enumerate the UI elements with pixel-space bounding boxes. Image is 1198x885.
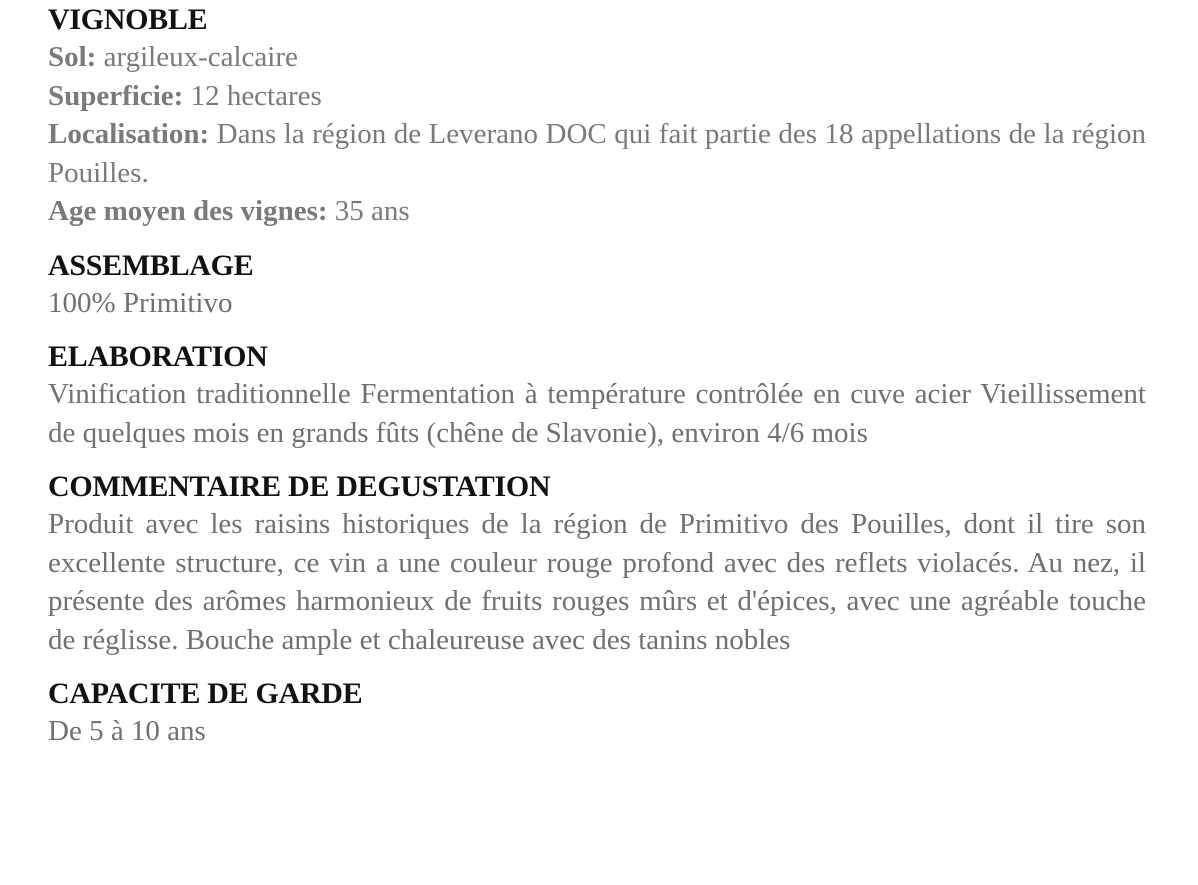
vignoble-section: [48, 2, 1146, 231]
sol-label: Sol:: [48, 41, 97, 73]
age-value: 35 ans: [334, 195, 410, 227]
assemblage-heading: ASSEMBLAGE: [48, 248, 254, 282]
assemblage-text: 100% Primitivo: [48, 286, 233, 319]
superficie-field: [48, 77, 1146, 116]
degustation-section: [48, 469, 1146, 659]
age-field: [48, 192, 1146, 231]
degustation-heading: COMMENTAIRE DE DEGUSTATION: [48, 470, 551, 503]
sol-value: argileux-calcaire: [103, 41, 298, 73]
superficie-value: 12 hectares: [190, 79, 322, 112]
age-label: Age moyen des vignes:: [48, 195, 328, 227]
localisation-value: Dans la région de Leverano DOC qui fait partie des 18 appellations de la région Pouilles.: [48, 118, 1147, 189]
sol-field: [48, 38, 1146, 77]
elaboration-text: Vinification traditionnelle Fermentation à température contrôlée en cuve acier Vieillissement de quelques mois en grands fûts (chêne de Slavonie), environ 4/6 mois: [48, 378, 1146, 449]
garde-text: De 5 à 10 ans: [48, 715, 206, 747]
localisation-label: Localisation:: [48, 118, 210, 150]
localisation-field: [48, 115, 1146, 192]
degustation-text: Produit avec les raisins historiques de la région de Primitivo des Pouilles, dont il tire son excellente structure, ce vin a une couleur rouge profond avec des reflets violacés. Au nez, il présente des arômes harmonieux de fruits rouges mûrs et d'épices, avec une agréable touche de réglisse. Bouche ample et chaleureuse avec des tanins nobles: [48, 508, 1146, 656]
assemblage-section: [48, 248, 1146, 323]
elaboration-section: [48, 339, 1146, 452]
superficie-label: Superficie:: [48, 79, 184, 112]
garde-heading: CAPACITE DE GARDE: [48, 677, 363, 710]
garde-section: [48, 676, 1146, 751]
vignoble-heading: VIGNOBLE: [48, 3, 208, 36]
elaboration-heading: ELABORATION: [48, 340, 268, 373]
